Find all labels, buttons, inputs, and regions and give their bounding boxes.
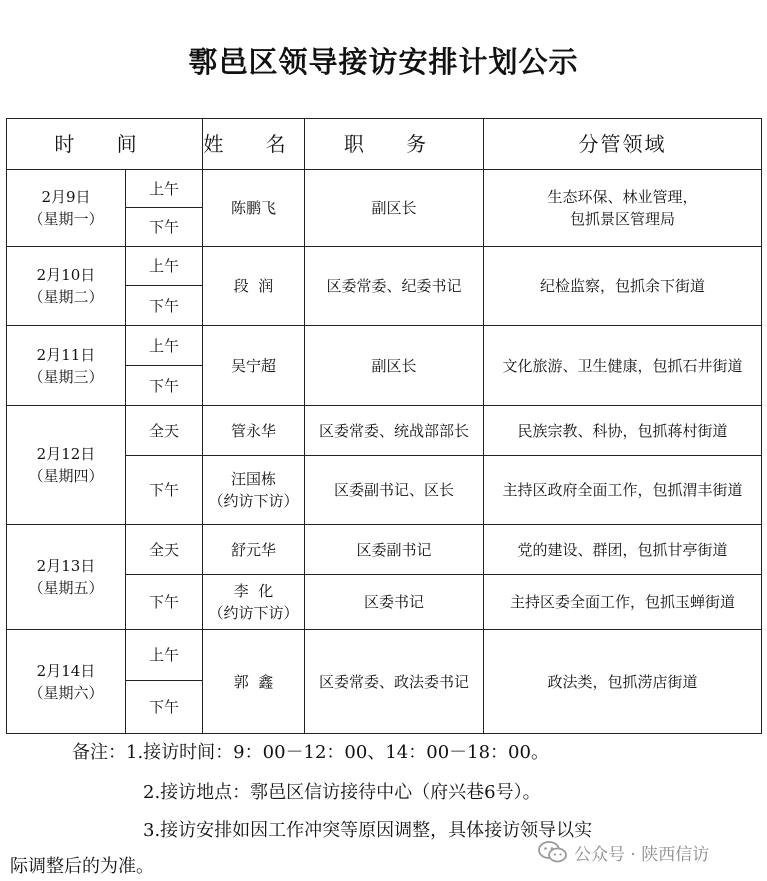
period-cell: 下午 [126,286,203,326]
table-row [7,406,762,456]
area-cell: 民族宗教、科协，包抓蒋村街道 [484,406,762,456]
position-cell: 区委副书记 [305,525,484,575]
period-cell: 全天 [126,406,203,456]
name-cell: 陈鹏飞 [203,170,305,247]
table-row [7,525,762,575]
area-cell: 文化旅游、卫生健康，包抓石井街道 [484,326,762,406]
position-cell: 区委常委、政法委书记 [305,630,484,734]
name-cell: 李 化 （约访下访） [203,575,305,630]
wechat-icon [538,840,568,864]
header-time: 时 间 [7,119,203,170]
area-cell: 主持区政府全面工作，包抓渭丰街道 [484,456,762,525]
period-cell: 下午 [126,575,203,630]
period-cell: 上午 [126,170,203,208]
date-cell: 2月12日 （星期四） [7,406,126,525]
date-cell: 2月11日 （星期三） [7,326,126,406]
name-cell: 汪国栋 （约访下访） [203,456,305,525]
name-cell: 舒元华 [203,525,305,575]
watermark-text: 公众号 · 陕西信访 [574,844,710,865]
period-cell: 下午 [126,456,203,525]
header-position: 职 务 [305,119,484,170]
watermark [538,838,753,866]
area-cell: 政法类，包抓涝店街道 [484,630,762,734]
area-cell: 主持区委全面工作，包抓玉蝉街道 [484,575,762,630]
name-cell: 管永华 [203,406,305,456]
header-name: 姓 名 [203,119,305,170]
table-row [7,170,762,208]
date-cell: 2月14日 （星期六） [7,630,126,734]
period-cell: 上午 [126,326,203,366]
position-cell: 区委常委、纪委书记 [305,247,484,326]
period-cell: 下午 [126,366,203,406]
period-cell: 下午 [126,208,203,247]
table-row [7,326,762,366]
note-line-3: 3.接访安排如因工作冲突等原因调整，具体接访领导以实 [143,820,593,841]
table-header-row [7,119,762,170]
name-cell: 段 润 [203,247,305,326]
period-cell: 上午 [126,630,203,681]
position-cell: 副区长 [305,170,484,247]
table-row [7,247,762,286]
position-cell: 区委副书记、区长 [305,456,484,525]
position-cell: 区委常委、统战部部长 [305,406,484,456]
schedule-table [6,118,762,734]
period-cell: 全天 [126,525,203,575]
period-cell: 上午 [126,247,203,286]
name-cell: 郭 鑫 [203,630,305,734]
note-line-1: 备注：1.接访时间：9：00－12：00、14：00－18：00。 [72,742,549,763]
date-cell: 2月9日 （星期一） [7,170,126,247]
area-cell: 纪检监察，包抓余下街道 [484,247,762,326]
page-title: 鄠邑区领导接访安排计划公示 [188,45,579,79]
date-cell: 2月13日 （星期五） [7,525,126,630]
position-cell: 区委书记 [305,575,484,630]
header-area: 分管领域 [484,119,762,170]
name-cell: 吴宁超 [203,326,305,406]
note-line-4: 际调整后的为准。 [10,856,154,877]
area-cell: 党的建设、群团，包抓甘亭街道 [484,525,762,575]
note-line-2: 2.接访地点：鄠邑区信访接待中心（府兴巷6号）。 [143,782,541,803]
date-cell: 2月10日 （星期二） [7,247,126,326]
period-cell: 下午 [126,681,203,734]
area-cell: 生态环保、林业管理， 包抓景区管理局 [484,170,762,247]
table-row [7,630,762,681]
position-cell: 副区长 [305,326,484,406]
